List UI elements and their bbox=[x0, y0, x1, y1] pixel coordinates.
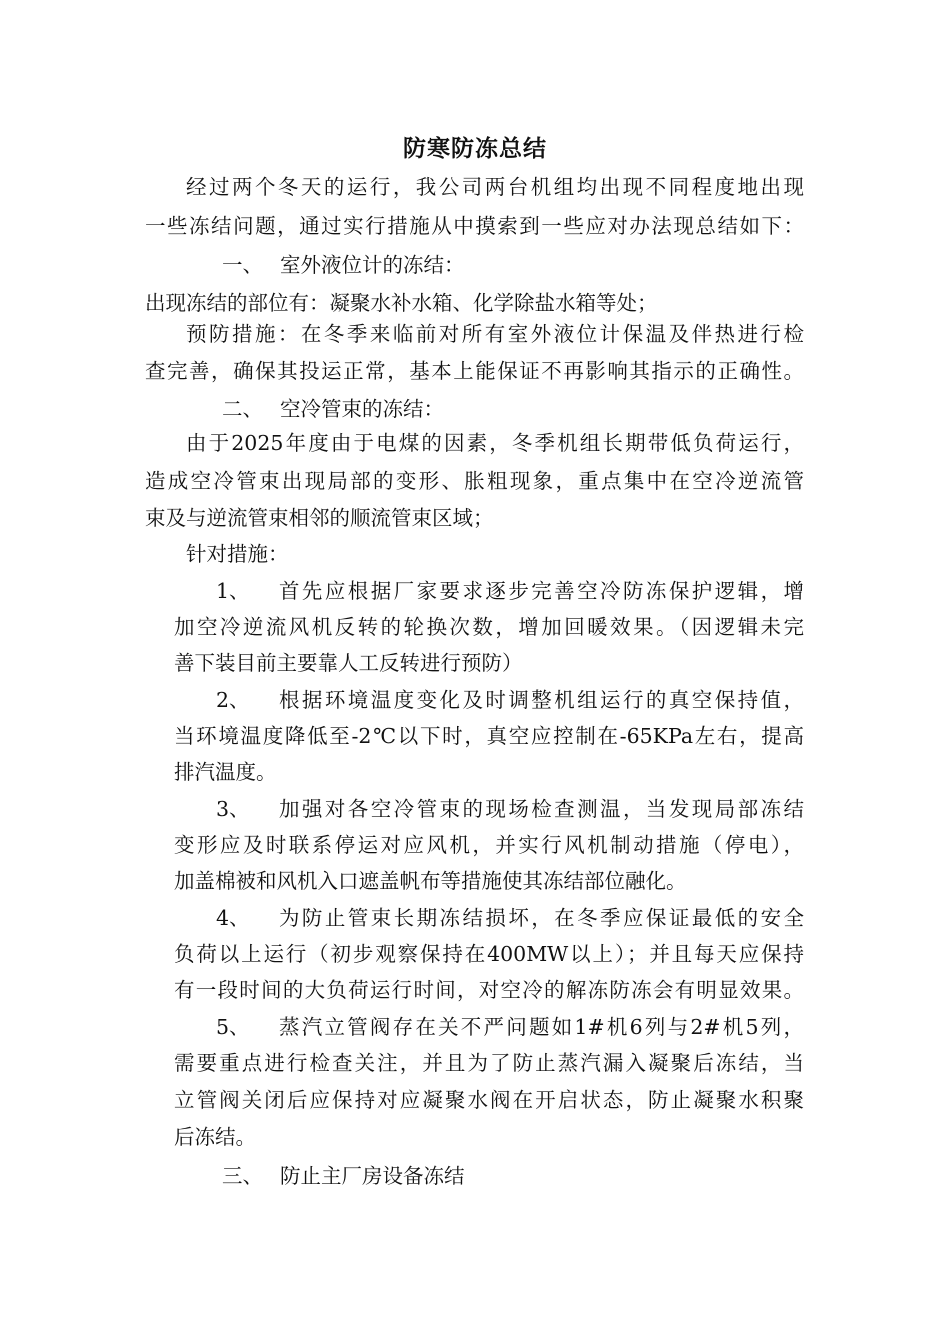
section-2-measures-label: 针对措施： bbox=[186, 542, 289, 566]
section-2-heading: 空冷管束的冻结： bbox=[280, 397, 444, 421]
item-1-line-1: 首先应根据厂家要求逐步完善空冷防冻保护逻辑，增 bbox=[279, 579, 804, 603]
item-5-line-4: 后冻结。 bbox=[174, 1125, 256, 1149]
document-title: 防寒防冻总结 bbox=[403, 135, 547, 162]
section-2-desc-line-2: 造成空冷管束出现局部的变形、胀粗现象，重点集中在空冷逆流管 bbox=[145, 469, 804, 493]
item-5-number: 5、 bbox=[216, 1015, 250, 1039]
item-4-line-2: 负荷以上运行（初步观察保持在400MW以上）；并且每天应保持 bbox=[174, 942, 804, 966]
item-3-number: 3、 bbox=[216, 797, 250, 821]
item-2-number: 2、 bbox=[216, 688, 250, 712]
section-1-location: 出现冻结的部位有：凝聚水补水箱、化学除盐水箱等处； bbox=[145, 291, 658, 315]
item-2-line-3: 排汽温度。 bbox=[174, 760, 277, 784]
item-5-line-3: 立管阀关闭后应保持对应凝聚水阀在开启状态，防止凝聚水积聚 bbox=[174, 1088, 804, 1112]
item-1-number: 1、 bbox=[216, 579, 250, 603]
item-4-line-3: 有一段时间的大负荷运行时间，对空冷的解冻防冻会有明显效果。 bbox=[174, 978, 804, 1002]
section-3-heading: 防止主厂房设备冻结 bbox=[280, 1164, 465, 1188]
section-3-number: 三、 bbox=[222, 1164, 263, 1188]
section-2-number: 二、 bbox=[222, 397, 263, 421]
section-1-number: 一、 bbox=[222, 253, 263, 277]
item-1-line-2: 加空冷逆流风机反转的轮换次数，增加回暖效果。（因逻辑未完 bbox=[174, 615, 804, 639]
item-2-line-1: 根据环境温度变化及时调整机组运行的真空保持值， bbox=[279, 688, 804, 712]
item-3-line-1: 加强对各空冷管束的现场检查测温，当发现局部冻结 bbox=[279, 797, 804, 821]
item-5-line-1: 蒸汽立管阀存在关不严问题如1#机6列与2#机5列， bbox=[279, 1015, 804, 1039]
section-1-measure-line-1: 预防措施：在冬季来临前对所有室外液位计保温及伴热进行检 bbox=[186, 322, 804, 346]
section-2-desc-line-3: 束及与逆流管束相邻的顺流管束区域； bbox=[145, 506, 494, 530]
item-3-line-3: 加盖棉被和风机入口遮盖帆布等措施使其冻结部位融化。 bbox=[174, 869, 687, 893]
item-4-number: 4、 bbox=[216, 906, 250, 930]
item-4-line-1: 为防止管束长期冻结损坏，在冬季应保证最低的安全 bbox=[279, 906, 804, 930]
intro-line-2: 一些冻结问题，通过实行措施从中摸索到一些应对办法现总结如下： bbox=[145, 214, 804, 238]
item-5-line-2: 需要重点进行检查关注，并且为了防止蒸汽漏入凝聚后冻结，当 bbox=[174, 1051, 804, 1075]
item-2-line-2: 当环境温度降低至-2℃以下时，真空应控制在-65KPa左右，提高 bbox=[174, 724, 804, 748]
intro-line-1: 经过两个冬天的运行，我公司两台机组均出现不同程度地出现 bbox=[186, 175, 804, 199]
section-1-heading: 室外液位计的冻结： bbox=[280, 253, 465, 277]
item-1-line-3: 善下装目前主要靠人工反转进行预防） bbox=[174, 651, 523, 675]
section-2-desc-line-1: 由于2025年度由于电煤的因素，冬季机组长期带低负荷运行， bbox=[186, 431, 804, 455]
item-3-line-2: 变形应及时联系停运对应风机，并实行风机制动措施（停电）， bbox=[174, 833, 804, 857]
section-1-measure-line-2: 查完善，确保其投运正常，基本上能保证不再影响其指示的正确性。 bbox=[145, 359, 804, 383]
